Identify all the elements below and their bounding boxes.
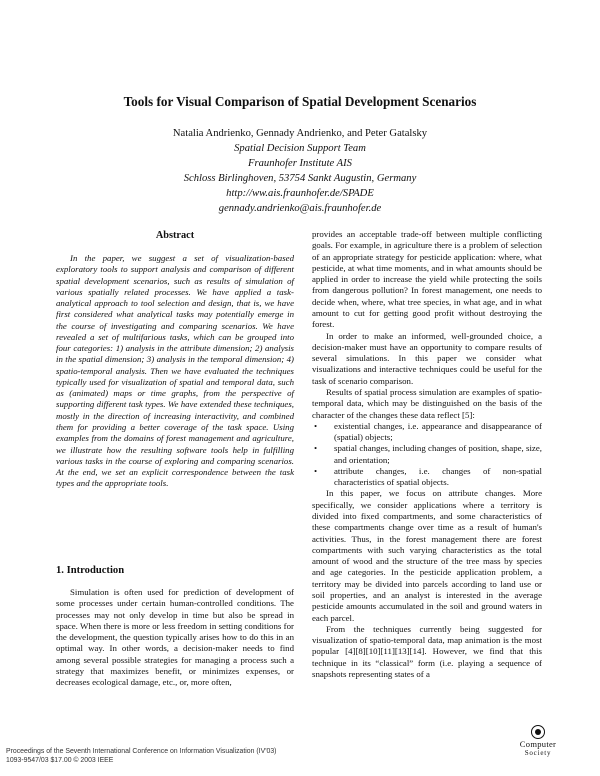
right-paragraph-4: In this paper, we focus on attribute changes. More specifically, we consider applications where a territory is divided into fixed compartments, and some characteristics of these compartments change over time as a result of human's activities. Thus, in the forest management there are forest compartments with such varying characteristics as the total amount of wood and the structure of the tree mass by species and age categories. In the pesticide application problem, a territory may be divided into parcels according to land use or soil properties, and an analyst is interested in the average pesticide amounts accumulated in the soil and ground waters in each parcel. <box>312 488 542 623</box>
team-name: Spatial Decision Support Team <box>234 143 366 154</box>
url: http://ww.ais.fraunhofer.de/SPADE <box>226 188 374 199</box>
logo-text-1: Computer <box>519 739 557 749</box>
right-paragraph-5: From the techniques currently being suggested for visualization of spatio-temporal data, map animation is the most popular [4][8][10][11][13][14]. However, we find that this technique in its “classical” form (i.e. playing a sequence of snapshots representing states of a <box>312 623 542 679</box>
abstract-text <box>56 253 294 490</box>
proceedings-line: Proceedings of the Seventh International Conference on Information Visualization (IV'03) <box>6 748 277 755</box>
abstract-heading: Abstract <box>155 230 195 241</box>
author-names: Natalia Andrienko, Gennady Andrienko, and Peter Gatalsky <box>172 128 428 139</box>
intro-text <box>56 587 294 689</box>
right-paragraph-3: Results of spatial process simulation are examples of spatio-temporal data, which may be distinguished on the basis of the character of the changes these data reflect [5]: <box>312 386 542 420</box>
logo-icon <box>531 725 545 739</box>
list-item: • attribute changes, i.e. changes of non-spatial characteristics of spatial objects. <box>312 466 542 489</box>
list-item: • spatial changes, including changes of position, shape, size, and orientation; <box>312 443 542 466</box>
email: gennady.andrienko@ais.fraunhofer.de <box>218 203 382 214</box>
page-footer <box>6 747 276 765</box>
institute-name: Fraunhofer Institute AIS <box>248 158 352 169</box>
list-item: • existential changes, i.e. appearance and disappearance of (spatial) objects; <box>312 421 542 444</box>
copyright-line: 1093-9547/03 $17.00 © 2003 IEEE <box>6 757 114 764</box>
intro-heading: 1. Introduction <box>56 565 125 576</box>
change-types-list <box>312 421 542 489</box>
right-column <box>312 229 542 680</box>
intro-paragraph-1: Simulation is often used for prediction of development of some processes under certain human-controlled conditions. The processes may not only develop in time but also be spread in space. When there is more or less freedom in setting conditions for the development, the question typically arises how to do this in an optimal way. In other words, a decision-maker needs to find among several possible strategies for managing a process such a strategy that maximizes benefit, or minimizes expenses, or decreases ecological damage, etc., or, more often, <box>56 587 294 688</box>
logo-text-2: Society <box>524 749 552 757</box>
right-paragraph-2: In order to make an informed, well-grounded choice, a decision-maker must have an opportunity to compare results of several simulations. In this paper we consider what visualizations and interactive techniques could be useful for the task of scenario comparison. <box>312 330 542 386</box>
right-paragraph-1: provides an acceptable trade-off between multiple conflicting goals. For example, in agriculture there is a problem of selection of an appropriate strategy for pesticide application: where, what pesticide, at what time moments, and in what amounts should be applied in order to increase the yield while protecting the soils from dangerous pollution? In forest management, one needs to decide when, where, what tree species, in what age, and in what amount to cut for getting good profit without destroying the forest. <box>312 229 542 330</box>
author-block <box>0 126 600 216</box>
abstract-paragraph: In the paper, we suggest a set of visualization-based exploratory tools to support analysis and comparison of different spatial development scenarios, such as results of simulation of various spatially related processes. We have applied a task-analytical approach to tool selection and design, that is, we have first considered what analytical tasks may potentially emerge in the course of investigating and comparing scenarios. We have revealed a set of multifarious tasks, which can be grouped into four categories: 1) analysis in the attribute dimension; 2) analysis in the spatial dimension; 3) analysis in the temporal dimension; 4) spatio-temporal analysis. Then we have evaluated the techniques typically used for visualization of spatial and temporal data, such as (animated) maps or time graphs, from the perspective of supporting different task types. We have extended these techniques, mostly in the direction of increasing interactivity, and combined them for providing a better coverage of the task space. Using examples from the domains of forest management and agriculture, we illustrate how the resulting software tools help in fulfilling various tasks in the course of exploring and comparing scenarios. At the end, we set an explicit correspondence between the task types and the appropriate tools. <box>56 253 294 489</box>
paper-title: Tools for Visual Comparison of Spatial Development Scenarios <box>123 94 477 109</box>
address: Schloss Birlinghoven, 53754 Sankt Augustin, Germany <box>183 173 417 184</box>
computer-society-logo <box>513 725 563 757</box>
